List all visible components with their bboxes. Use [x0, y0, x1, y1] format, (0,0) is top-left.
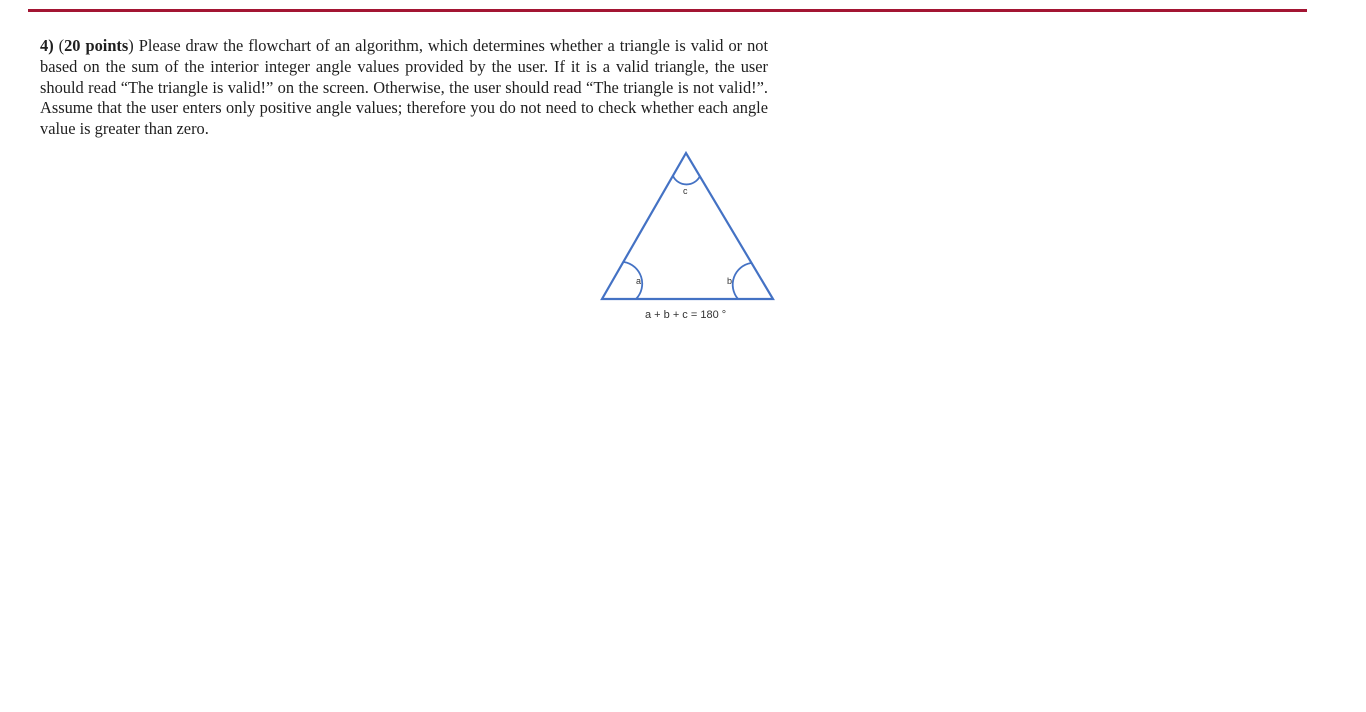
angle-label-b: b	[727, 276, 733, 286]
triangle-figure	[596, 148, 780, 328]
triangle-diagram	[596, 148, 780, 328]
header-rule	[28, 9, 1307, 12]
triangle-outline	[602, 153, 773, 299]
angle-label-c: c	[683, 186, 688, 196]
question-points: 20 points	[64, 36, 129, 55]
angle-label-a: a	[636, 276, 642, 286]
angle-sum-equation: a + b + c = 180 °	[645, 309, 727, 321]
angle-arc-c	[673, 176, 700, 184]
angle-arc-b	[733, 263, 751, 299]
question-text: Please draw the flowchart of an algorithm, which determines whether a triangle is valid or not based on the sum of the interior integer angle values provided by the user. If it is a valid triangle, the user should read “The triangle is valid!” on the screen. Otherwise, the user should read “The triangle is not valid!”. Assume that the user enters only positive angle values; therefore you do not need to check whether each angle value is greater than zero.	[40, 36, 769, 139]
points-close-paren: )	[128, 36, 139, 55]
question-paragraph	[40, 36, 768, 140]
question-number: 4)	[40, 36, 54, 55]
points-open-paren: (	[53, 36, 65, 55]
